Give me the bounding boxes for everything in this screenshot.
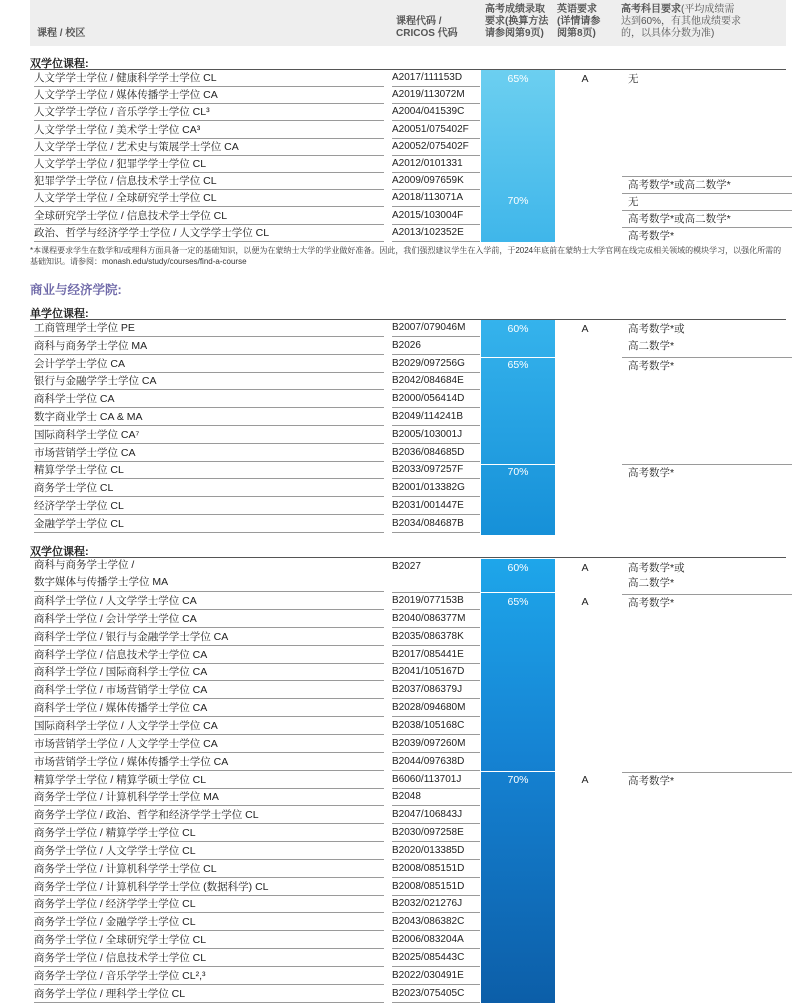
course-name: 商务学士学位 / 金融学学士学位 CL [34, 915, 384, 931]
course-name: 商务学士学位 / 政治、哲学和经济学学士学位 CL [34, 808, 384, 824]
course-code: B2032/021276J [392, 897, 480, 913]
table-row [30, 699, 786, 717]
course-name: 人文学学士学位 / 美术学士学位 CA³ [34, 123, 384, 139]
course-name: 商科学士学位 / 国际商科学士学位 CA [34, 665, 384, 681]
english-value: A [581, 596, 589, 608]
subject-req: 高考数学*或高二数学* [622, 176, 792, 194]
table-row [30, 860, 786, 878]
table-row [30, 138, 786, 156]
course-code: B2008/085151D [392, 862, 480, 878]
table-row [30, 753, 786, 771]
course-code: B2037/086379J [392, 683, 480, 699]
course-name: 商科学士学位 / 人文学学士学位 CA [34, 594, 384, 610]
english-value: A [581, 774, 589, 786]
course-code: B2034/084687B [392, 517, 480, 533]
table-row [30, 735, 786, 753]
course-name: 精算学学士学位 CL [34, 463, 384, 479]
course-name: 银行与金融学学士学位 CA [34, 374, 384, 390]
english-value: A [581, 73, 589, 85]
table-row [30, 949, 786, 967]
english-value: A [581, 562, 589, 574]
table-row [30, 985, 786, 1003]
course-code: A2015/103004F [392, 209, 480, 225]
subject-req: 高考数学* [622, 357, 792, 375]
course-name: 商务学士学位 CL [34, 481, 384, 497]
header-english: 英语要求 (详情请参 阅第8页) [557, 4, 601, 39]
score-band [481, 320, 555, 535]
score-value: 65% [507, 596, 529, 608]
course-code: B2031/001447E [392, 499, 480, 515]
course-code: B2001/013382G [392, 481, 480, 497]
course-name: 商科与商务学士学位 MA [34, 339, 384, 355]
course-name: 人文学学士学位 / 音乐学学士学位 CL³ [34, 105, 384, 121]
course-code: B2007/079046M [392, 321, 480, 337]
course-name: 会计学学士学位 CA [34, 357, 384, 373]
table-row [30, 628, 786, 646]
table-row [30, 408, 786, 426]
course-name: 数字商业学士 CA & MA [34, 410, 384, 426]
course-name: 政治、哲学与经济学学士学位 / 人文学学士学位 CL [34, 226, 384, 242]
course-code: B2033/097257F [392, 463, 480, 479]
table-row [30, 931, 786, 949]
course-name: 市场营销学士学位 / 人文学学士学位 CA [34, 737, 384, 753]
course-name: 工商管理学士学位 PE [34, 321, 384, 337]
table-row [30, 663, 786, 681]
course-name: 商科学士学位 / 媒体传播学士学位 CA [34, 701, 384, 717]
table-row [30, 895, 786, 913]
course-code: B2025/085443C [392, 951, 480, 967]
course-code: A2018/113071A [392, 191, 480, 207]
subject-req: 高考数学* [622, 227, 792, 245]
score-value: 60% [507, 323, 529, 335]
course-name: 商务学士学位 / 全球研究学士学位 CL [34, 933, 384, 949]
table-row [30, 515, 786, 533]
course-name: 人文学学士学位 / 全球研究学士学位 CL [34, 191, 384, 207]
course-name: 商科学士学位 / 银行与金融学学士学位 CA [34, 630, 384, 646]
course-name: 商科学士学位 / 会计学学士学位 CA [34, 612, 384, 628]
score-value: 60% [507, 562, 529, 574]
course-name: 商务学士学位 / 计算机科学学士学位 (数据科学) CL [34, 880, 384, 896]
score-value: 65% [507, 73, 529, 85]
section-title: 双学位课程: [30, 55, 786, 70]
course-code: B2020/013385D [392, 844, 480, 860]
course-code: B2029/097256G [392, 357, 480, 373]
score-band [481, 70, 555, 242]
table-header [30, 0, 786, 46]
subject-req: 高考数学*或高二数学* [622, 210, 792, 228]
header-course: 课程 / 校区 [37, 28, 86, 39]
course-name: 商务学士学位 / 计算机科学学士学位 MA [34, 790, 384, 806]
subject-req: 高二数学* [628, 340, 675, 352]
course-code: A20052/075402F [392, 140, 480, 156]
subject-req: 高考数学*或 [628, 323, 685, 335]
course-name: 经济学学士学位 CL [34, 499, 384, 515]
course-code: A2012/0101331 [392, 157, 480, 173]
subject-req: 高考数学* [622, 464, 792, 482]
score-value: 70% [507, 466, 529, 478]
course-name: 人文学学士学位 / 媒体传播学士学位 CA [34, 88, 384, 104]
course-name: 商务学士学位 / 计算机科学学士学位 CL [34, 862, 384, 878]
table-row [30, 610, 786, 628]
course-code: B2040/086377M [392, 612, 480, 628]
course-name: 人文学学士学位 / 健康科学学士学位 CL [34, 71, 384, 87]
course-name: 国际商科学士学位 / 人文学学士学位 CA [34, 719, 384, 735]
table-row [30, 878, 786, 896]
course-code: B2028/094680M [392, 701, 480, 717]
table-row [30, 155, 786, 173]
course-code: B2006/083204A [392, 933, 480, 949]
subject-req: 高考数学* [622, 772, 792, 790]
course-code: B2000/056414D [392, 392, 480, 408]
table-row [30, 390, 786, 408]
course-name: 精算学学士学位 / 精算学硕士学位 CL [34, 773, 384, 789]
table-row [30, 806, 786, 824]
course-code: B2035/086378K [392, 630, 480, 646]
course-name: 商科与商务学士学位 / 数字媒体与传播学士学位 MA [34, 557, 384, 592]
course-code: B2030/097258E [392, 826, 480, 842]
section-title: 单学位课程: [30, 305, 786, 320]
course-code: B2047/106843J [392, 808, 480, 824]
course-name: 商科学士学位 / 市场营销学士学位 CA [34, 683, 384, 699]
course-code: B2008/085151D [392, 880, 480, 896]
table-row [30, 646, 786, 664]
course-code: B2027 [392, 560, 480, 593]
course-name: 国际商科学士学位 CA⁷ [34, 428, 384, 444]
table-row [30, 913, 786, 931]
course-code: B2023/075405C [392, 987, 480, 1003]
course-code: B2048 [392, 790, 480, 806]
footnote: *本课程要求学生在数学和/或理科方面具备一定的基础知识，以便为在蒙纳士大学的学业做好准备。因此，我们强烈建议学生在入学前，于2024年底前在蒙纳士大学官网在线完成相关领域的模块学习，以强化所需的基础知识。请参阅：monash.edu/study/courses/find-a-course [30, 246, 782, 266]
score-value: 70% [507, 774, 529, 786]
course-code: B2041/105167D [392, 665, 480, 681]
course-code: B2042/084684E [392, 374, 480, 390]
faculty-title: 商业与经济学院: [30, 283, 122, 297]
course-name: 人文学学士学位 / 艺术史与策展学士学位 CA [34, 140, 384, 156]
table-row [30, 681, 786, 699]
subject-req: 高考数学*或 [628, 562, 685, 574]
course-name: 全球研究学士学位 / 信息技术学士学位 CL [34, 209, 384, 225]
course-code: A20051/075402F [392, 123, 480, 139]
section-title: 双学位课程: [30, 543, 786, 558]
course-code: B2038/105168C [392, 719, 480, 735]
course-code: A2009/097659K [392, 174, 480, 190]
course-code: B2039/097260M [392, 737, 480, 753]
course-code: B2022/030491E [392, 969, 480, 985]
subject-req: 无 [628, 73, 639, 85]
course-name: 商务学士学位 / 人文学学士学位 CL [34, 844, 384, 860]
course-name: 市场营销学士学位 CA [34, 446, 384, 462]
table-row [30, 497, 786, 515]
course-code: B2049/114241B [392, 410, 480, 426]
table-row [30, 717, 786, 735]
header-subject: 高考科目要求(平均成绩需 达到60%，有其他成绩要求 的，以具体分数为准) [621, 4, 742, 39]
header-score: 高考成绩录取 要求(换算方法 请参阅第9页) [485, 4, 549, 39]
course-name: 人文学学士学位 / 犯罪学学士学位 CL [34, 157, 384, 173]
course-code: B2036/084685D [392, 446, 480, 462]
course-name: 商务学士学位 / 精算学学士学位 CL [34, 826, 384, 842]
course-name: 商务学士学位 / 信息技术学士学位 CL [34, 951, 384, 967]
subject-req: 高考数学* [622, 594, 792, 612]
course-code: B2019/077153B [392, 594, 480, 610]
table-row [30, 444, 786, 462]
course-code: B2026 [392, 339, 480, 355]
score-value: 65% [507, 359, 529, 371]
course-name: 金融学学士学位 CL [34, 517, 384, 533]
course-code: B6060/113701J [392, 773, 480, 789]
table-row [30, 842, 786, 860]
course-code: B2043/086382C [392, 915, 480, 931]
course-name: 商务学士学位 / 音乐学学士学位 CL²,³ [34, 969, 384, 985]
course-name: 犯罪学学士学位 / 信息技术学士学位 CL [34, 174, 384, 190]
subject-req: 高二数学* [628, 577, 675, 589]
score-value: 70% [507, 195, 529, 207]
table-row [30, 372, 786, 390]
course-code: A2013/102352E [392, 226, 480, 242]
course-name: 商科学士学位 / 信息技术学士学位 CA [34, 648, 384, 664]
table-row [30, 86, 786, 104]
course-name: 商科学士学位 CA [34, 392, 384, 408]
course-name: 商务学士学位 / 经济学学士学位 CL [34, 897, 384, 913]
english-value: A [581, 323, 589, 335]
course-name: 商务学士学位 / 理科学士学位 CL [34, 987, 384, 1003]
course-name: 市场营销学士学位 / 媒体传播学士学位 CA [34, 755, 384, 771]
table-row [30, 426, 786, 444]
course-code: A2004/041539C [392, 105, 480, 121]
course-code: A2017/111153D [392, 71, 480, 87]
course-code: B2005/103001J [392, 428, 480, 444]
subject-req: 无 [622, 193, 792, 211]
course-code: B2017/085441E [392, 648, 480, 664]
table-row [30, 121, 786, 139]
course-code: A2019/113072M [392, 88, 480, 104]
table-row [30, 967, 786, 985]
table-row [30, 103, 786, 121]
course-code: B2044/097638D [392, 755, 480, 771]
header-code: 课程代码 / CRICOS 代码 [396, 16, 458, 39]
table-row [30, 788, 786, 806]
table-row [30, 824, 786, 842]
